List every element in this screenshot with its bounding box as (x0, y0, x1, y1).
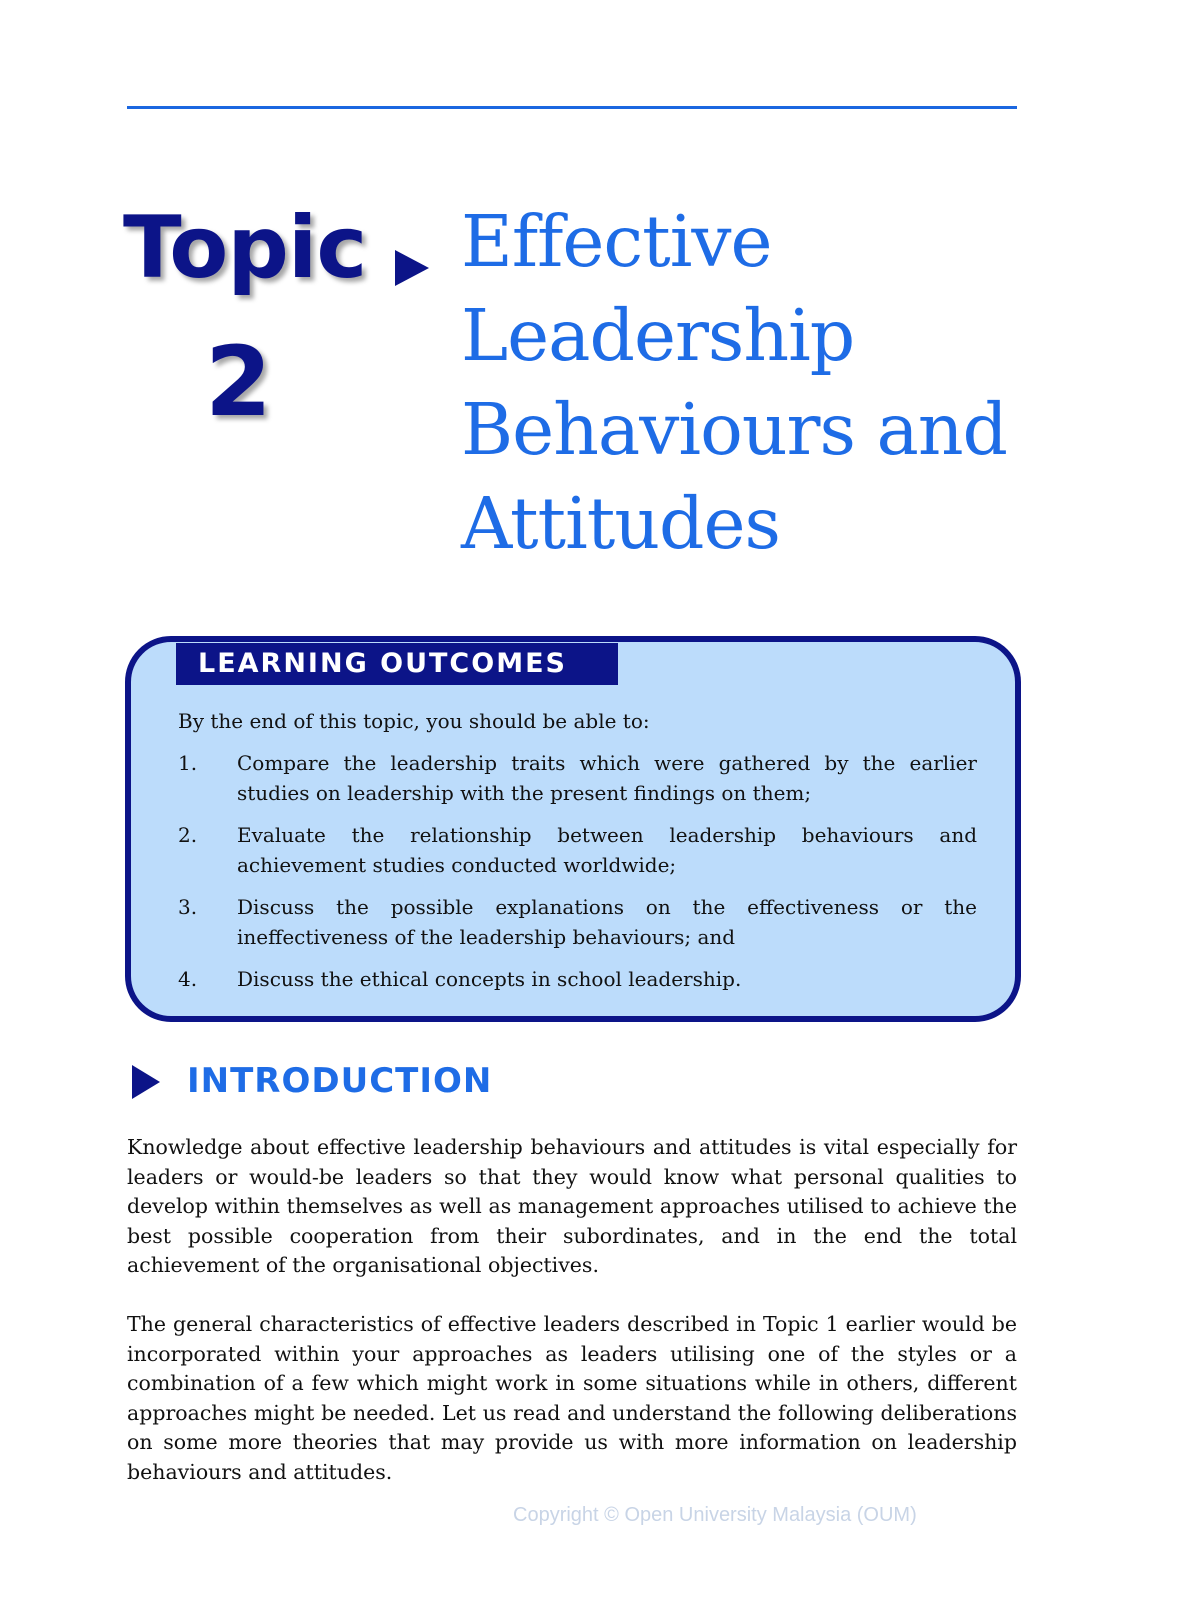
topic-title: Effective Leadership Behaviours and Attitudes (461, 200, 1007, 565)
list-item-number: 1. (178, 751, 198, 775)
learning-outcomes-heading: LEARNING OUTCOMES (176, 643, 618, 685)
list-item-number: 3. (178, 895, 198, 919)
header-rule (127, 106, 1017, 109)
copyright-watermark: Copyright © Open University Malaysia (OUM) (513, 1504, 917, 1526)
introduction-paragraph: Knowledge about effective leadership behaviours and attitudes is vital especially for leaders or would-be leaders so that they would know what personal qualities to develop within themselves as well as management approaches utilised to achieve the best possible cooperation from their subordinates, and in the end the total achievement of the organisational objectives. (127, 1135, 1017, 1278)
list-item (178, 820, 978, 880)
introduction-paragraph: The general characteristics of effective leaders described in Topic 1 earlier would be incorporated within your approaches as leaders utilising one of the styles or a combination of a few which might work in some situations while in others, different approaches might be needed. Let us read and understand the following deliberations on some more theories that may provide us with more information on leadership behaviours and attitudes. (127, 1312, 1017, 1484)
list-item (178, 748, 978, 808)
list-item-text: Compare the leadership traits which were gathered by the earlier studies on leadership with the present findings on them; (237, 751, 977, 805)
list-item-text: Discuss the ethical concepts in school leadership. (237, 967, 742, 991)
list-item-text: Discuss the possible explanations on the effectiveness or the ineffectiveness of the leadership behaviours; and (237, 895, 977, 949)
list-item-number: 4. (178, 967, 198, 991)
list-item (178, 892, 978, 952)
play-arrow-icon (132, 1065, 160, 1099)
list-item-number: 2. (178, 823, 198, 847)
topic-number: 2 (205, 326, 272, 438)
introduction-heading: INTRODUCTION (187, 1061, 493, 1101)
play-arrow-icon (395, 250, 429, 286)
list-item (178, 964, 978, 994)
learning-outcomes-list (178, 748, 978, 1006)
list-item-text: Evaluate the relationship between leadership behaviours and achievement studies conducted worldwide; (237, 823, 977, 877)
topic-label: Topic (123, 198, 367, 298)
learning-outcomes-intro: By the end of this topic, you should be able to: (178, 709, 650, 733)
